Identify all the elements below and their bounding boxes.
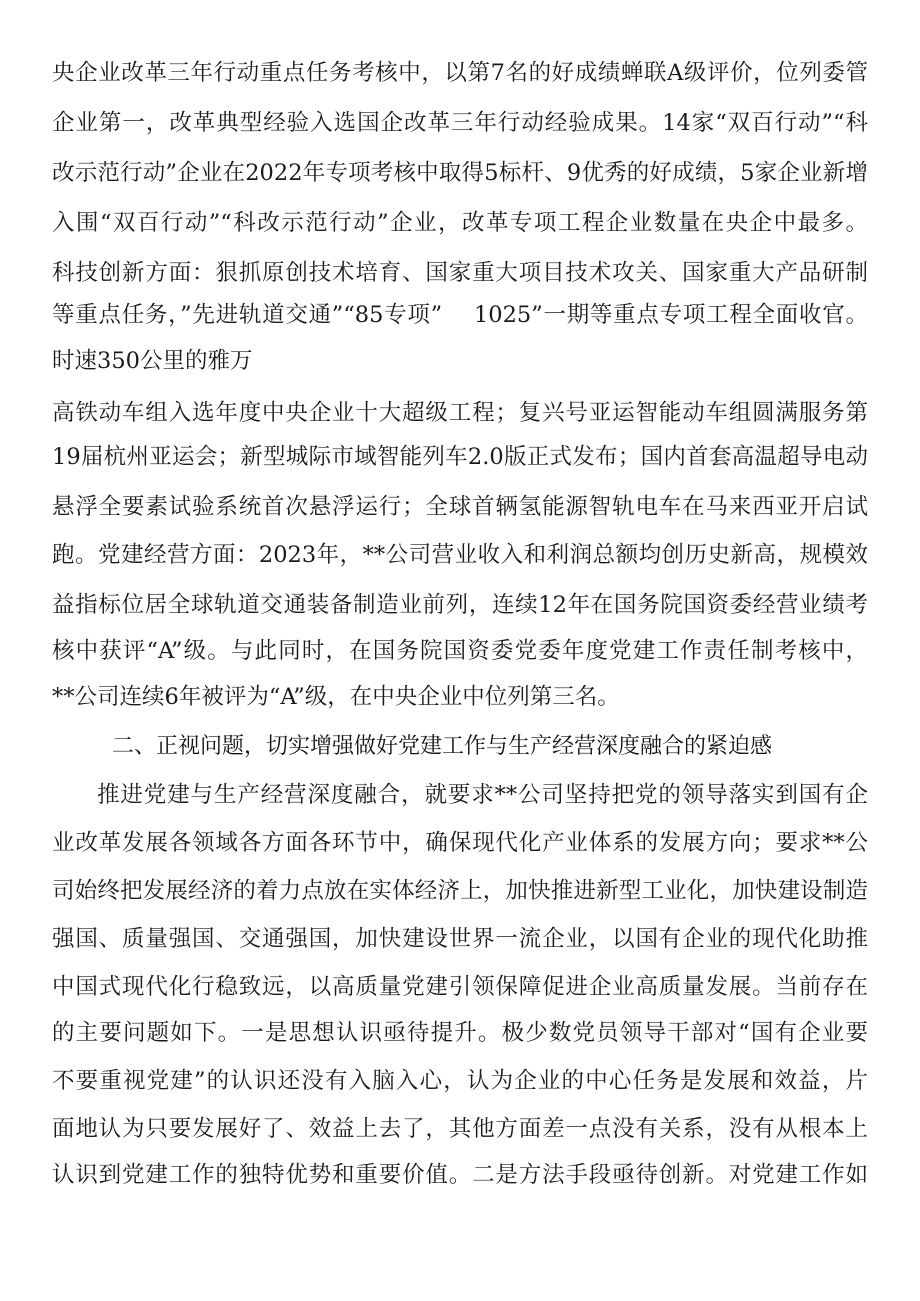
text-line: 核中获评“A”级。与此同时，在国务院国资委党委年度党建工作责任制考核中， [52,638,868,664]
text-line: 高铁动车组入选年度中央企业十大超级工程；复兴号亚运智能动车组圆满服务第 [52,400,868,426]
text-line: 企业第一，改革典型经验入选国企改革三年行动经验成果。14家“双百行动”“科 [52,110,868,136]
text-line: 央企业改革三年行动重点任务考核中，以第7名的好成绩蝉联A级评价，位列委管 [52,60,868,86]
text-line: 司始终把发展经济的着力点放在实体经济上，加快推进新型工业化，加快建设制造 [52,878,868,904]
text-line: 悬浮全要素试验系统首次悬浮运行；全球首辆氢能源智轨电车在马来西亚开启试 [52,494,868,520]
text-line: 改示范行动”企业在2022年专项考核中取得5标杆、9优秀的好成绩，5家企业新增 [52,160,868,186]
text-line: 跑。党建经营方面：2023年，**公司营业收入和利润总额均创历史新高，规模效 [52,542,868,568]
text-line: 强国、质量强国、交通强国，加快建设世界一流企业，以国有企业的现代化助推 [52,926,868,952]
text-line: 中国式现代化行稳致远，以高质量党建引领保障促进企业高质量发展。当前存在 [52,974,868,1000]
text-line: 19届杭州亚运会；新型城际市域智能列车2.0版正式发布；国内首套高温超导电动 [52,444,868,470]
section-heading: 二、正视问题，切实增强做好党建工作与生产经营深度融合的紧迫感 [112,734,773,759]
text-line: 科技创新方面：狠抓原创技术培育、国家重大项目技术攻关、国家重大产品研制 [52,260,868,286]
text-line: 不要重视党建”的认识还没有入脑入心，认为企业的中心任务是发展和效益，片 [52,1068,868,1094]
text-line: 时速350公里的雅万 [52,348,253,374]
text-line: **公司连续6年被评为“A”级，在中央企业中位列第三名。 [52,684,620,710]
text-line: 的主要问题如下。一是思想认识亟待提升。极少数党员领导干部对“国有企业要 [52,1020,868,1046]
text-line: 入围“双百行动”“科改示范行动”企业，改革专项工程企业数量在央企中最多。 [52,210,868,236]
text-line: 益指标位居全球轨道交通装备制造业前列，连续12年在国务院国资委经营业绩考 [52,592,868,618]
text-line: 业改革发展各领域各方面各环节中，确保现代化产业体系的发展方向；要求**公 [52,830,868,856]
text-line: 认识到党建工作的独特优势和重要价值。二是方法手段亟待创新。对党建工作如 [52,1162,868,1188]
text-line: 推进党建与生产经营深度融合，就要求**公司坚持把党的领导落实到国有企 [97,782,868,808]
text-line: 等重点任务，”先进轨道交通”“85专项” 1025”一期等重点专项工程全面收官。 [52,302,868,328]
text-line: 面地认为只要发展好了、效益上去了，其他方面差一点没有关系，没有从根本上 [52,1116,868,1142]
